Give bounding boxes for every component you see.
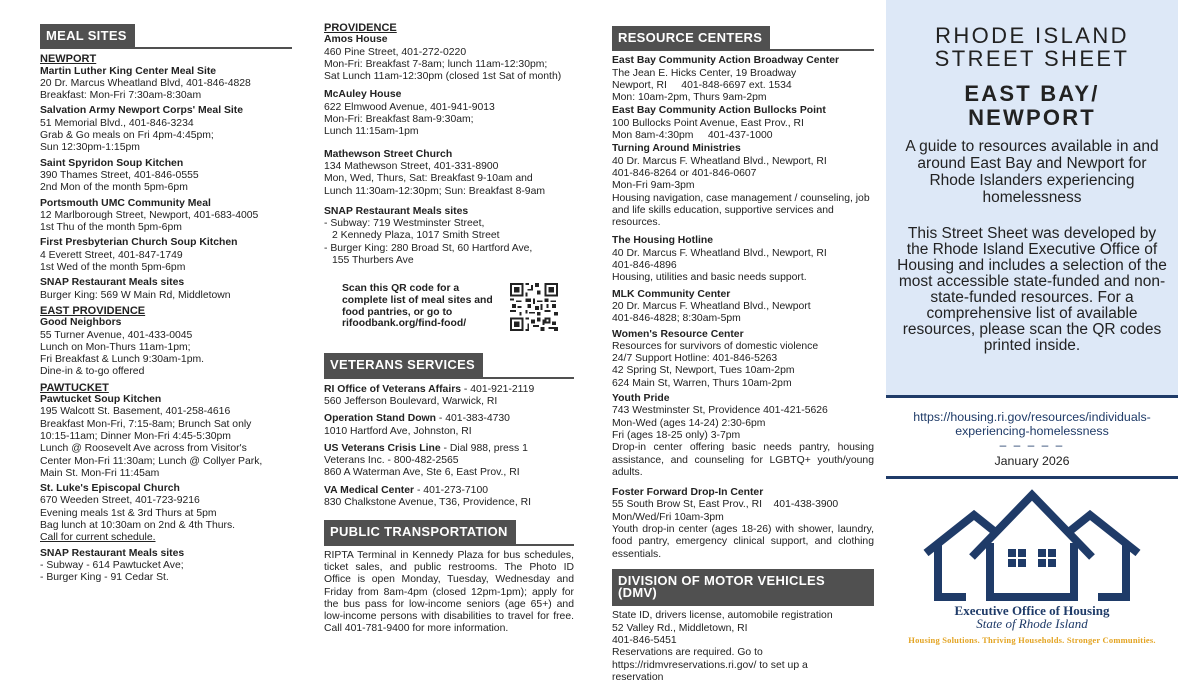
- url-line-1: https://housing.ri.gov/resources/individuals-: [913, 410, 1151, 424]
- entry-name: East Bay Community Action Broadway Center: [612, 55, 840, 67]
- entry-hours: Mon 8am-4:30pm 401-437-1000: [612, 130, 773, 142]
- entry-name: Youth Pride: [612, 393, 670, 405]
- meal-site-mcauley: [324, 89, 574, 138]
- resource-centers-header-row: [612, 26, 874, 51]
- entry-address: 390 Thames Street, 401-846-0555: [40, 169, 199, 181]
- city-east-providence: EAST PROVIDENCE: [40, 304, 146, 317]
- entry-hours: Sun 12:30pm-1:15pm: [40, 142, 140, 154]
- entry-phone: - Dial 988, press 1: [440, 442, 528, 454]
- city-pawtucket: PAWTUCKET: [40, 381, 109, 394]
- dmv-body: [612, 610, 874, 684]
- entry-phone: - 401-273-7100: [414, 484, 489, 496]
- entry-address: 743 Westminster St, Providence 401-421-5626: [612, 405, 828, 417]
- entry-name: US Veterans Crisis Line: [324, 442, 441, 454]
- dmv-note: Reservations are required. Go to: [612, 647, 763, 659]
- meal-site-snap-newport: [40, 277, 292, 302]
- entry-note: Drop-in center offering basic needs pantry, housing assistance, and counseling for LGBTQ+ youth/young adults.: [612, 442, 874, 478]
- entry-name: SNAP Restaurant Meals sites: [324, 205, 469, 217]
- entry-name: Operation Stand Down: [324, 413, 436, 425]
- entry-hours: Mon-Fri: Breakfast 8am-9:30am;: [324, 114, 474, 126]
- entry-address: 42 Spring St, Newport, Tues 10am-2pm: [612, 365, 795, 377]
- transport-header: PUBLIC TRANSPORTATION: [324, 520, 516, 543]
- entry-address: 460 Pine Street, 401-272-0220: [324, 46, 467, 58]
- entry-hours: Lunch 11:30am-12:30pm; Sun: Breakfast 8-9am: [324, 185, 546, 197]
- dash-separator: – – – – –: [999, 438, 1065, 452]
- entry-address: - Burger King: 280 Broad St, 60 Hartford Ave,: [324, 242, 533, 254]
- veterans-operation-stand-down: [324, 413, 574, 438]
- entry-phone: 401-846-4896: [612, 260, 677, 272]
- entry-name: SNAP Restaurant Meals sites: [40, 547, 185, 559]
- dmv-header: DIVISION OF MOTOR VEHICLES (DMV): [612, 569, 874, 605]
- qr-code-icon[interactable]: [510, 283, 558, 331]
- entry-address: 155 Thurbers Ave: [332, 255, 414, 267]
- veterans-header: VETERANS SERVICES: [324, 353, 483, 376]
- entry-note: Youth drop-in center (ages 18-26) with shower, laundry, food pantry, emergency clinical support, and clothing essentials.: [612, 523, 874, 560]
- entry-note: Housing, utilities and basic needs support.: [612, 272, 807, 284]
- transport-header-row: [324, 520, 574, 545]
- entry-name: SNAP Restaurant Meals sites: [40, 277, 185, 289]
- entry-hours: Main St. Mon-Fri 11:45am: [40, 467, 160, 479]
- publication-date: January 2026: [994, 454, 1070, 468]
- guide-text: A guide to resources available in and around East Bay and Newport for Rhode Islanders experiencing homelessness: [905, 138, 1159, 206]
- entry-name: First Presbyterian Church Soup Kitchen: [40, 237, 238, 249]
- entry-hours: 10:15-11am; Dinner Mon-Fri 4:45-5:30pm: [40, 430, 231, 442]
- entry-hours: Mon/Wed/Fri 10am-3pm: [612, 511, 724, 523]
- resource-housing-hotline: [612, 235, 874, 284]
- resource-broadway: [612, 55, 874, 104]
- meal-site-spyridon: [40, 158, 292, 195]
- city-providence: PROVIDENCE: [324, 22, 397, 34]
- entry-address: 670 Weeden Street, 401-723-9216: [40, 495, 200, 507]
- entry-name: Turning Around Ministries: [612, 143, 741, 155]
- entry-address: 134 Mathewson Street, 401-331-8900: [324, 160, 499, 172]
- eoh-state: State of Rhode Island: [976, 616, 1088, 632]
- region-line-2: NEWPORT: [968, 105, 1096, 130]
- eoh-wordmark: [886, 605, 1178, 646]
- dmv-header-row: [612, 569, 874, 607]
- entry-name: Foster Forward Drop-In Center: [612, 487, 764, 499]
- resource-womens-center: [612, 329, 874, 390]
- entry-hours: Bag lunch at 10:30am on 2nd & 4th Thurs.: [40, 519, 236, 531]
- entry-address: 55 South Brow St, East Prov., RI 401-438-3900: [612, 499, 839, 511]
- dmv-note: reservation: [612, 671, 664, 683]
- meal-site-mlk: [40, 66, 292, 103]
- resource-centers-column: [612, 0, 874, 683]
- meal-site-mathewson: [324, 149, 574, 198]
- entry-address: 624 Main St, Warren, Thurs 10am-2pm: [612, 377, 792, 389]
- resource-turning-around: [612, 143, 874, 229]
- entry-address: The Jean E. Hicks Center, 19 Broadway: [612, 67, 797, 79]
- entry-phone: - 401-921-2119: [461, 383, 535, 395]
- veterans-va-medical: [324, 485, 574, 510]
- dmv-services: State ID, drivers license, automobile registration: [612, 610, 833, 622]
- entry-hours: Center Mon-Fri 11:30am; Lunch @ Collyer Park,: [40, 455, 263, 467]
- resource-youth-pride: [612, 393, 874, 479]
- meal-site-st-lukes: [40, 483, 292, 544]
- meal-site-salvation-army: [40, 105, 292, 154]
- resource-centers-header: RESOURCE CENTERS: [612, 26, 770, 49]
- entry-note: Call for current schedule.: [40, 532, 156, 544]
- meal-sites-header-row: [40, 24, 292, 49]
- meal-sites-column: [40, 0, 292, 675]
- entry-hours: 1st Thu of the month 5pm-6pm: [40, 222, 182, 234]
- entry-hours: Mon, Wed, Thurs, Sat: Breakfast 9-10am and: [324, 173, 533, 185]
- entry-name: MLK Community Center: [612, 288, 731, 300]
- entry-name: Portsmouth UMC Community Meal: [40, 197, 211, 209]
- cover-divider: [886, 476, 1178, 479]
- entry-hours: Sat Lunch 11am-12:30pm (closed 1st Sat of month): [324, 71, 562, 83]
- entry-name: The Housing Hotline: [612, 235, 714, 247]
- entry-name: RI Office of Veterans Affairs: [324, 383, 462, 395]
- entry-hours: 2nd Mon of the month 5pm-6pm: [40, 182, 188, 194]
- entry-address: 51 Memorial Blvd., 401-846-3234: [40, 117, 194, 129]
- entry-phone: Veterans Inc. - 800-482-2565: [324, 455, 459, 467]
- entry-hours: Lunch @ Roosevelt Ave across from Visitor's: [40, 443, 247, 455]
- entry-address: 622 Elmwood Avenue, 401-941-9013: [324, 101, 495, 113]
- cover-title-box: [886, 0, 1178, 398]
- entry-hours: Mon-Wed (ages 14-24) 2:30-6pm: [612, 417, 766, 429]
- meal-site-amos-house: [324, 34, 574, 83]
- meal-site-portsmouth: [40, 198, 292, 235]
- entry-name: Mathewson Street Church: [324, 148, 453, 160]
- entry-address: - Subway - 614 Pawtucket Ave;: [40, 559, 184, 571]
- transport-body: RIPTA Terminal in Kennedy Plaza for bus schedules, ticket sales, and public restrooms. The Photo ID Office is open Monday, Tuesday, Wednesday and Friday from 8am-4pm (closed 12pm-1pm); apply for the bus pass for low-income seniors (age 65+) and low-income persons with disabilities to travel for free. Call 401-781-9400 for more information.: [324, 549, 574, 635]
- developed-by-text: This Street Sheet was developed by the Rhode Island Executive Office of Housing and includes a selection of the most accessible state-funded and non-state-funded resources. For a comprehensive list of available resources, please scan the QR codes printed inside.: [897, 225, 1167, 354]
- entry-name: Pawtucket Soup Kitchen: [40, 394, 162, 406]
- entry-address: 830 Chalkstone Avenue, T36, Providence, RI: [324, 497, 531, 509]
- entry-hours: Breakfast: Mon-Fri 7:30am-8:30am: [40, 90, 202, 102]
- entry-phone: 401-846-4828; 8:30am-5pm: [612, 313, 741, 325]
- veterans-header-row: [324, 353, 574, 378]
- resources-url[interactable]: [886, 410, 1178, 468]
- eoh-tagline: Housing Solutions. Thriving Households. Stronger Communities.: [908, 634, 1156, 645]
- entry-hours: Fri Breakfast & Lunch 9:30am-1pm.: [40, 354, 205, 366]
- title-line-1: RHODE ISLAND: [935, 23, 1129, 48]
- entry-hours: Evening meals 1st & 3rd Thurs at 5pm: [40, 507, 217, 519]
- entry-address: 100 Bullocks Point Avenue, East Prov., RI: [612, 117, 804, 129]
- entry-hours: Lunch on Mon-Thurs 11am-1pm;: [40, 341, 191, 353]
- meal-site-good-neighbors: [40, 317, 292, 378]
- entry-address: 2 Kennedy Plaza, 1017 Smith Street: [332, 230, 500, 242]
- entry-note: Resources for survivors of domestic violence: [612, 340, 819, 352]
- veterans-rioa: [324, 384, 574, 409]
- entry-name: East Bay Community Action Bullocks Point: [612, 105, 826, 117]
- meal-site-snap-pawtucket: [40, 548, 292, 585]
- entry-address: 55 Turner Avenue, 401-433-0045: [40, 329, 193, 341]
- resource-mlk-center: [612, 289, 874, 326]
- entry-hours: Mon-Fri: Breakfast 7-8am; lunch 11am-12:30pm;: [324, 58, 548, 70]
- entry-name: VA Medical Center: [324, 484, 415, 496]
- meal-site-snap-providence: [324, 206, 574, 267]
- meal-site-presbyterian: [40, 237, 292, 274]
- meal-sites-header: MEAL SITES: [40, 24, 135, 47]
- entry-name: Women's Resource Center: [612, 328, 744, 340]
- entry-phone: 24/7 Support Hotline: 401-846-5263: [612, 353, 778, 365]
- entry-name: Martin Luther King Center Meal Site: [40, 65, 217, 77]
- dmv-address: 52 Valley Rd., Middletown, RI: [612, 622, 748, 634]
- entry-address: - Subway: 719 Westminster Street,: [324, 218, 485, 230]
- city-newport: NEWPORT: [40, 53, 97, 66]
- entry-address: 12 Marlborough Street, Newport, 401-683-4005: [40, 209, 259, 221]
- entry-address: - Burger King - 91 Cedar St.: [40, 572, 169, 584]
- entry-hours: Mon-Fri 9am-3pm: [612, 180, 695, 192]
- houses-logo-icon: [916, 485, 1148, 605]
- eoh-name: Executive Office of Housing: [954, 603, 1110, 618]
- entry-hours: Lunch 11:15am-1pm: [324, 126, 419, 138]
- entry-address: 560 Jefferson Boulevard, Warwick, RI: [324, 395, 498, 407]
- entry-address: 860 A Waterman Ave, Ste 6, East Prov., RI: [324, 467, 520, 479]
- entry-address: 40 Dr. Marcus F. Wheatland Blvd., Newport, RI: [612, 155, 827, 167]
- entry-address: Burger King: 569 W Main Rd, Middletown: [40, 289, 231, 301]
- veterans-crisis-line: [324, 443, 574, 480]
- entry-hours: Breakfast Mon-Fri, 7:15-8am; Brunch Sat only: [40, 418, 252, 430]
- entry-phone: - 401-383-4730: [436, 413, 510, 425]
- entry-address: 40 Dr. Marcus F. Wheatland Blvd., Newport, RI: [612, 247, 827, 259]
- entry-phone: 401-846-8264 or 401-846-0607: [612, 167, 757, 179]
- dmv-reservation-link[interactable]: https://ridmvreservations.ri.gov/ to set up a: [612, 659, 808, 671]
- entry-name: McAuley House: [324, 89, 402, 101]
- entry-hours: Grab & Go meals on Fri 4pm-4:45pm;: [40, 130, 214, 142]
- entry-name: Good Neighbors: [40, 317, 122, 329]
- meal-site-pawtucket-soup: [40, 394, 292, 480]
- entry-name: Saint Spyridon Soup Kitchen: [40, 157, 184, 169]
- title-line-2: STREET SHEET: [934, 46, 1130, 71]
- entry-address: 20 Dr. Marcus Wheatland Blvd, 401-846-4828: [40, 77, 251, 89]
- dmv-phone: 401-846-5451: [612, 635, 677, 647]
- region-line-1: EAST BAY/: [964, 81, 1100, 106]
- qr-caption: Scan this QR code for a complete list of meal sites and food pantries, or go to rifoodbank.org/find-food/: [342, 283, 493, 330]
- entry-address: 20 Dr. Marcus F. Wheatland Blvd., Newport: [612, 300, 811, 312]
- entry-address: 4 Everett Street, 401-847-1749: [40, 249, 183, 261]
- entry-address: 195 Walcott St. Basement, 401-258-4616: [40, 406, 231, 418]
- eoh-logo: [886, 485, 1178, 653]
- entry-name: Amos House: [324, 34, 388, 46]
- resource-bullocks: [612, 105, 874, 142]
- entry-address: 1010 Hartford Ave, Johnston, RI: [324, 425, 472, 437]
- entry-note: Dine-in & to-go offered: [40, 366, 145, 378]
- entry-note: Housing navigation, case management / counseling, job and life skills education, supportive services and resources.: [612, 192, 870, 229]
- entry-hours: Mon: 10am-2pm, Thurs 9am-2pm: [612, 92, 767, 104]
- food-qr-block: [342, 283, 574, 331]
- url-line-2: experiencing-homelessness: [955, 424, 1109, 438]
- entry-name: St. Luke's Episcopal Church: [40, 483, 180, 495]
- entry-hours: 1st Wed of the month 5pm-6pm: [40, 262, 186, 274]
- resource-foster-forward: [612, 487, 874, 561]
- entry-address: Newport, RI 401-848-6697 ext. 1534: [612, 79, 792, 91]
- cover-column: [886, 0, 1178, 675]
- entry-hours: Fri (ages 18-25 only) 3-7pm: [612, 429, 741, 441]
- providence-veterans-transport-column: [324, 0, 574, 675]
- entry-name: Salvation Army Newport Corps' Meal Site: [40, 105, 244, 117]
